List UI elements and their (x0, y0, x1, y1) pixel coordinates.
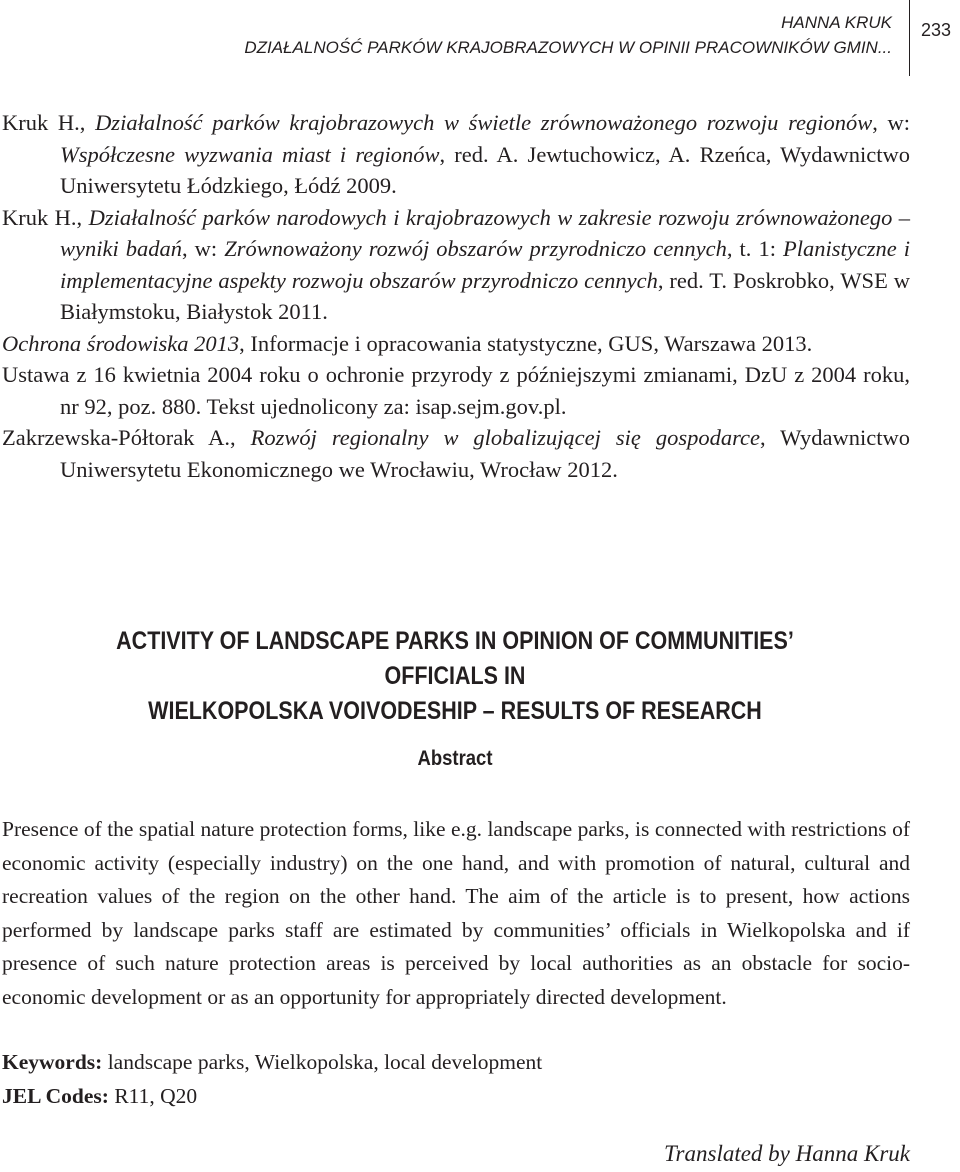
jel-codes-line (2, 1080, 197, 1114)
reference-details: , Informacje i opracowania statystyczne, GUS, Warszawa 2013. (239, 330, 813, 356)
header-divider (909, 0, 910, 76)
reference-details: , red. A. Jewtuchowicz, A. Rzeńca, Wydawnictwo Uniwersytetu Łódzkiego, Łódź 2009. (60, 141, 910, 198)
running-head-author: HANNA KRUK (781, 13, 892, 32)
reference-details: , red. T. Poskrobko, WSE w Białymstoku, Białystok 2011. (60, 267, 910, 324)
abstract-text: Presence of the spatial nature protection forms, like e.g. landscape parks, is connected with restrictions of economic activity (especially industry) on the one hand, and with promotion of natural, cultural and recreation values of the region on the other hand. The aim of the article is to present, how actions performed by landscape parks staff are estimated by communities’ officials in Wielkopolska and if presence of such nature protection areas is perceived by local authorities as an obstacle for socio-economic development or as an opportunity for appropriately directed development. (2, 817, 910, 1009)
reference-author: Zakrzewska-Półtorak A. (2, 425, 231, 450)
reference-item (2, 359, 910, 422)
reference-title: Działalność parków krajobrazowych w świetle zrównoważonego rozwoju regionów (95, 110, 873, 135)
reference-list (2, 107, 910, 485)
page-number: 233 (921, 20, 952, 40)
reference-title: Działalność parków narodowych i krajobrazowych w zakresie rozwoju zrównoważonego – wyniki badań (60, 204, 911, 261)
reference-item (2, 328, 910, 360)
reference-text: Ustawa z 16 kwietnia 2004 roku o ochronie przyrody z późniejszymi zmianami, DzU z 2004 roku, nr 92, poz. 880. Tekst ujednolicony za: isap.sejm.gov.pl. (2, 362, 910, 419)
running-head (244, 10, 892, 60)
reference-item (2, 202, 910, 328)
reference-author: Kruk H. (2, 110, 80, 135)
reference-volume: Planistyczne i implementacyjne aspekty rozwoju obszarów przyrodniczo cennych (60, 236, 910, 293)
reference-separator: , w: (182, 236, 225, 261)
reference-separator: , (76, 204, 89, 230)
article-title (64, 624, 847, 729)
translator-credit: Translated by Hanna Kruk (664, 1141, 910, 1166)
reference-item (2, 422, 910, 485)
running-head-title: DZIAŁALNOŚĆ PARKÓW KRAJOBRAZOWYCH W OPINII PRACOWNIKÓW GMIN... (244, 38, 892, 57)
keywords-line (2, 1046, 542, 1080)
reference-title: Rozwój regionalny w globalizującej się gospodarce (250, 425, 760, 450)
reference-author: Kruk H. (2, 204, 77, 230)
reference-separator: , t. 1: (726, 236, 783, 261)
abstract-heading: Abstract (417, 747, 493, 770)
reference-separator: , (230, 425, 251, 450)
article-title-line-1: ACTIVITY OF LANDSCAPE PARKS IN OPINION OF COMMUNITIES’ OFFICIALS IN (116, 627, 794, 690)
reference-separator: , w: (872, 110, 911, 135)
reference-title: Ochrona środowiska 2013 (2, 330, 240, 356)
article-title-line-2: WIELKOPOLSKA VOIVODESHIP – RESULTS OF RESEARCH (148, 697, 762, 725)
abstract-body (2, 813, 910, 1014)
jel-codes-value: R11, Q20 (108, 1084, 198, 1108)
jel-codes-label: JEL Codes: (2, 1084, 109, 1108)
keywords-value: landscape parks, Wielkopolska, local development (102, 1050, 543, 1074)
reference-container: Zrównoważony rozwój obszarów przyrodniczo cennych (224, 236, 727, 261)
reference-details: , Wydawnictwo Uniwersytetu Ekonomicznego we Wrocławiu, Wrocław 2012. (60, 425, 911, 482)
reference-container: Współczesne wyzwania miast i regionów (60, 141, 440, 167)
reference-separator: , (79, 110, 96, 135)
reference-item (2, 107, 910, 202)
keywords-label: Keywords: (2, 1050, 103, 1074)
